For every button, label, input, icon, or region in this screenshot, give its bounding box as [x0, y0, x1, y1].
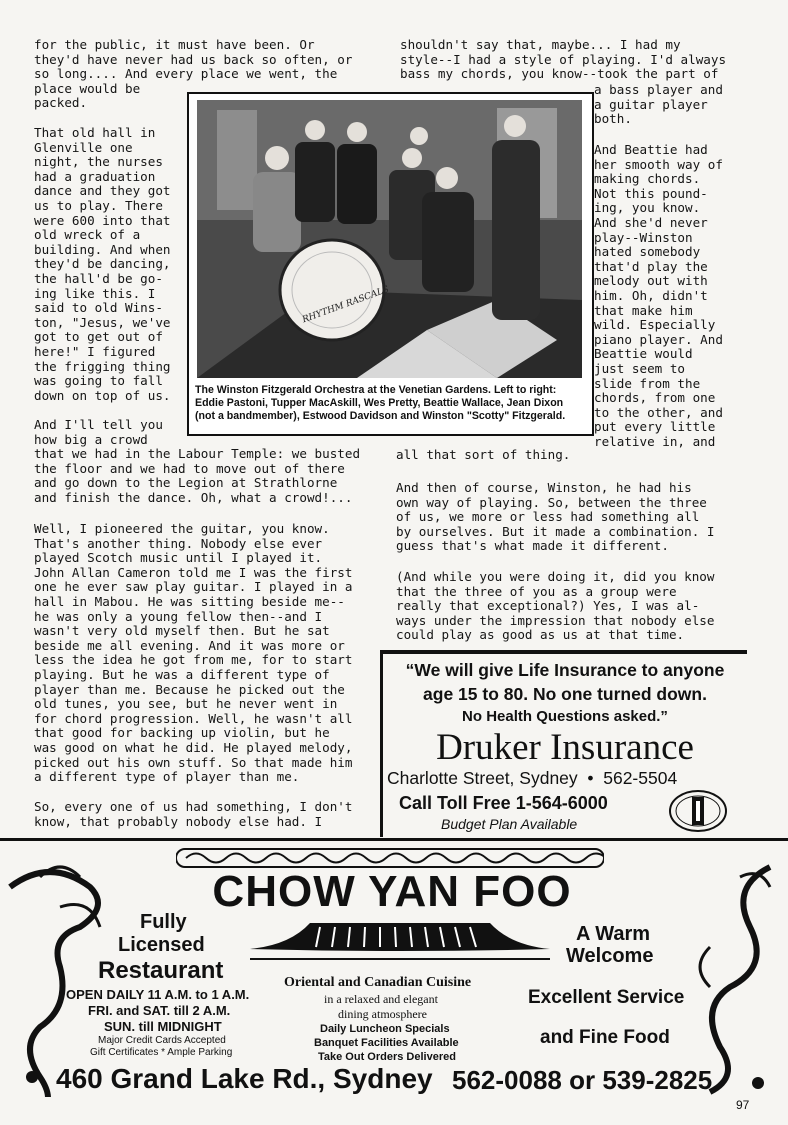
fully-text: Fully: [140, 911, 187, 933]
band-photo: [197, 100, 582, 378]
insurance-ad: [380, 650, 747, 837]
restaurant-ad: [0, 838, 788, 1101]
luncheon-text: Daily Luncheon Specials: [320, 1023, 450, 1035]
article-paragraph: a bass player and a guitar player both.: [594, 82, 723, 127]
gift-certificates-text: Gift Certificates * Ample Parking: [90, 1047, 233, 1058]
insurance-company-name: Druker Insurance: [436, 727, 694, 768]
relaxed-text: in a relaxed and elegant: [324, 992, 438, 1006]
dragon-right-icon: [640, 847, 788, 1097]
hours-daily: OPEN DAILY 11 A.M. to 1 A.M.: [66, 987, 250, 1002]
banquet-text: Banquet Facilities Available: [314, 1037, 459, 1049]
ad-quote-line: age 15 to 80. No one turned down.: [423, 684, 707, 704]
restaurant-address: 460 Grand Lake Rd., Sydney: [56, 1063, 433, 1094]
photo-caption: The Winston Fitzgerald Orchestra at the Venetian Gardens. Left to right: Eddie Pastoni, Tupper MacAskill, Wes Pretty, Beattie Wallace, Jean Dixon (not a bandmember), Estwood Davidson and Winston "Scotty" Fitzgerald.: [195, 384, 566, 422]
budget-plan-text: Budget Plan Available: [441, 816, 578, 832]
hours-sunday: SUN. till MIDNIGHT: [104, 1019, 222, 1034]
ad-quote-line: “We will give Life Insurance to anyone: [405, 660, 725, 680]
atmosphere-text: dining atmosphere: [338, 1007, 427, 1021]
restaurant-name: CHOW YAN FOO: [212, 867, 572, 916]
article-paragraph: Well, I pioneered the guitar, you know. That's another thing. Nobody else ever played Scotch music until I played it. John Allan Cameron told me I was the first one he ever saw play guitar. I played in a hall in Mabou. He was sitting beside me-- he was only a young fellow then--and I wasn't very old myself then. But he sat beside me all evening. And it was more or less the idea he got from me, for to start playing. But he was a different type of player than me. Because he picked out the old tunes, you see, but he never went in for chord progression. Well, he wasn't all that good for backing up violin, but he was good on what he did. He played melody, picked out his own stuff. So that made him a different type of player than me.: [34, 521, 353, 785]
restaurant-phones: 562-0088 or 539-2825: [452, 1065, 713, 1095]
article-paragraph: That old hall in Glenville one night, the nurses had a graduation dance and they got us to play. There were 600 into that old wreck of a building. And when they'd be dancing, the hall'd be go- ing like this. I said to old Wins- ton, "Jesus, we've got to get out of here!" I figured the frigging thing was going to fall down on top of us.: [34, 125, 171, 403]
article-paragraph: for the public, it must have been. Or they'd have never had us back so often, or so long.... And every place we went, the place would be packed.: [34, 37, 353, 111]
restaurant-label: Restaurant: [98, 957, 224, 984]
licensed-text: Licensed: [118, 934, 205, 956]
band-photo-illustration: [197, 100, 582, 378]
article-paragraph: shouldn't say that, maybe... I had my style--I had a style of playing. I'd always bass my chords, you know--took the part of: [400, 37, 727, 82]
insurance-address: Charlotte Street, Sydney • 562-5504: [387, 768, 678, 788]
warm-text: A Warm: [576, 923, 651, 945]
ad-quote-line: No Health Questions asked.”: [462, 708, 668, 725]
toll-free-number: Call Toll Free 1-564-6000: [399, 793, 608, 813]
hours-weekend: FRI. and SAT. till 2 A.M.: [88, 1003, 231, 1018]
cuisine-text: Oriental and Canadian Cuisine: [284, 975, 472, 990]
welcome-text: Welcome: [566, 945, 654, 967]
pagoda-roof-icon: [250, 919, 550, 963]
article-paragraph: And Beattie had her smooth way of making chords. Not this pound- ing, you know. And she'd never play--Winston hated somebody that'd play the melody out with him. Oh, didn't that make him wild. Especially piano player. And Beattie would just seem to slide from the chords, from one to the other, and put every little relative in, and: [594, 142, 723, 449]
fine-food-text: and Fine Food: [540, 1027, 670, 1048]
insurance-logo-icon: [668, 789, 728, 833]
excellent-service-text: Excellent Service: [528, 987, 685, 1008]
drum-lettering: RHYTHM RASCALS: [301, 284, 391, 326]
takeout-text: Take Out Orders Delivered: [318, 1051, 456, 1063]
photo-figure: [187, 92, 594, 436]
article-paragraph: So, every one of us had something, I don't know, that probably nobody else had. I: [34, 799, 353, 829]
article-paragraph: all that sort of thing.: [396, 447, 571, 462]
ornamental-border-icon: [176, 847, 604, 869]
page-number: 97: [736, 1098, 750, 1112]
credit-cards-text: Major Credit Cards Accepted: [98, 1035, 226, 1046]
article-paragraph: And then of course, Winston, he had his own way of playing. So, between the three of us, we more or less had something all by ourselves. But it made a combination. I guess that's what made it different.: [396, 480, 715, 554]
article-paragraph: (And while you were doing it, did you know that the three of you as a group were really that exceptional?) Yes, I was al- ways under the impression that nobody else could play as good as us at that time.: [396, 569, 715, 643]
article-paragraph: And I'll tell you how big a crowd that we had in the Labour Temple: we busted the floor and we had to move out of there and go down to the Legion at Strathlorne and finish the dance. Oh, what a crowd!...: [34, 417, 361, 505]
